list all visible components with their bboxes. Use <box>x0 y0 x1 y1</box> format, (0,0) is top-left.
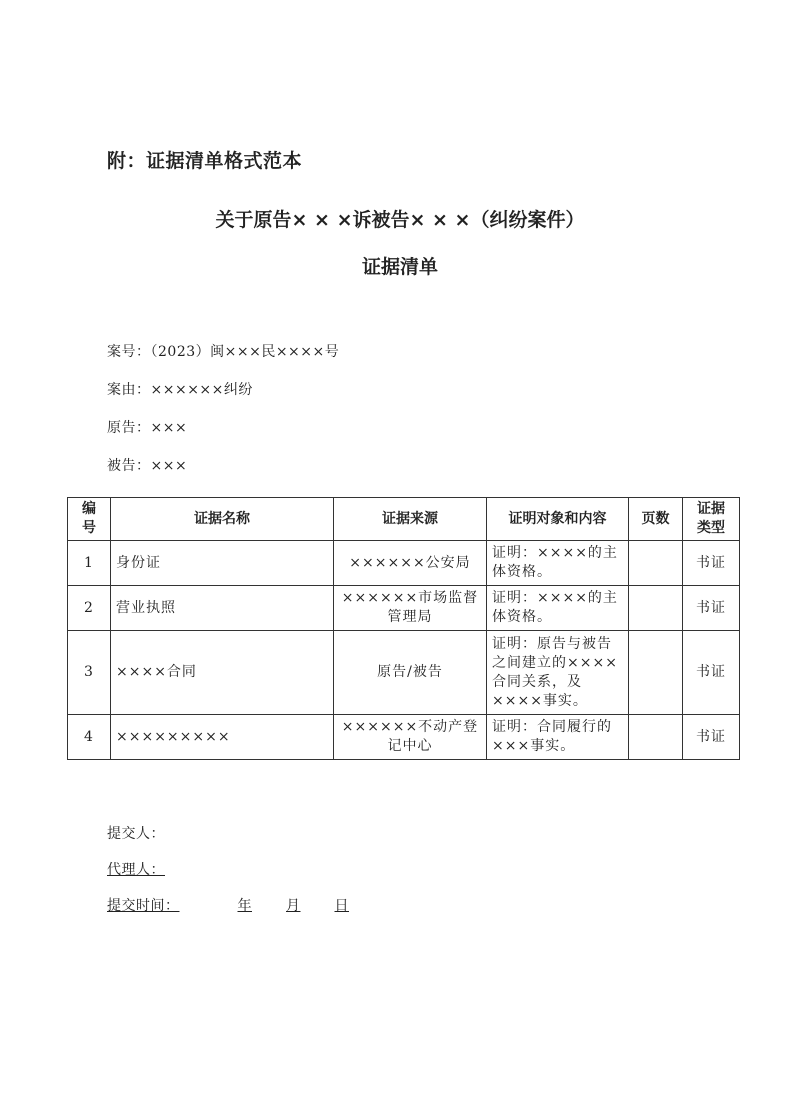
row-evidence-purpose: 证明：原告与被告之间建立的××××合同关系，及××××事实。 <box>487 631 629 715</box>
table-row <box>68 586 740 631</box>
row-evidence-name: 营业执照 <box>111 586 334 631</box>
submission-time-label: 提交时间： <box>107 898 180 914</box>
row-evidence-purpose: 证明：××××的主体资格。 <box>487 586 629 631</box>
row-evidence-name: ××××合同 <box>111 631 334 715</box>
row-evidence-purpose: 证明：合同履行的×××事实。 <box>487 715 629 760</box>
row-evidence-source: 原告/被告 <box>334 631 487 715</box>
header-evidence-type: 证据 类型 <box>683 498 740 541</box>
agent-line: 代理人： <box>107 862 165 878</box>
row-number: 3 <box>68 631 111 715</box>
row-evidence-type: 书证 <box>683 586 740 631</box>
row-number: 2 <box>68 586 111 631</box>
row-pages <box>629 541 683 586</box>
row-evidence-source: ××××××不动产登记中心 <box>334 715 487 760</box>
submitter-line: 提交人： <box>107 826 165 842</box>
date-year: 年 <box>237 898 252 914</box>
table-row <box>68 715 740 760</box>
table-row <box>68 541 740 586</box>
document-subtitle: 证据清单 <box>361 256 438 278</box>
evidence-table <box>67 497 740 760</box>
header-pages: 页数 <box>629 498 683 541</box>
date-day: 日 <box>334 898 349 914</box>
case-number: 案号：（2023）闽×××民××××号 <box>107 344 340 360</box>
row-evidence-purpose: 证明：××××的主体资格。 <box>487 541 629 586</box>
row-evidence-type: 书证 <box>683 541 740 586</box>
header-evidence-purpose: 证明对象和内容 <box>487 498 629 541</box>
row-pages <box>629 715 683 760</box>
plaintiff: 原告：××× <box>107 420 188 436</box>
header-number: 编 号 <box>68 498 111 541</box>
row-evidence-name: 身份证 <box>111 541 334 586</box>
header-evidence-source: 证据来源 <box>334 498 487 541</box>
row-pages <box>629 586 683 631</box>
case-cause: 案由：××××××纠纷 <box>107 382 253 398</box>
row-number: 4 <box>68 715 111 760</box>
row-number: 1 <box>68 541 111 586</box>
table-row <box>68 631 740 715</box>
row-evidence-source: ××××××市场监督管理局 <box>334 586 487 631</box>
row-evidence-name: ××××××××× <box>111 715 334 760</box>
row-evidence-source: ××××××公安局 <box>334 541 487 586</box>
appendix-heading: 附：证据清单格式范本 <box>107 150 303 172</box>
document-title: 关于原告× × ×诉被告× × ×（纠纷案件） <box>215 209 585 231</box>
row-pages <box>629 631 683 715</box>
submission-time-line <box>107 895 349 915</box>
row-evidence-type: 书证 <box>683 715 740 760</box>
header-evidence-name: 证据名称 <box>111 498 334 541</box>
table-header-row <box>68 498 740 541</box>
row-evidence-type: 书证 <box>683 631 740 715</box>
date-month: 月 <box>286 898 301 914</box>
defendant: 被告：××× <box>107 458 188 474</box>
